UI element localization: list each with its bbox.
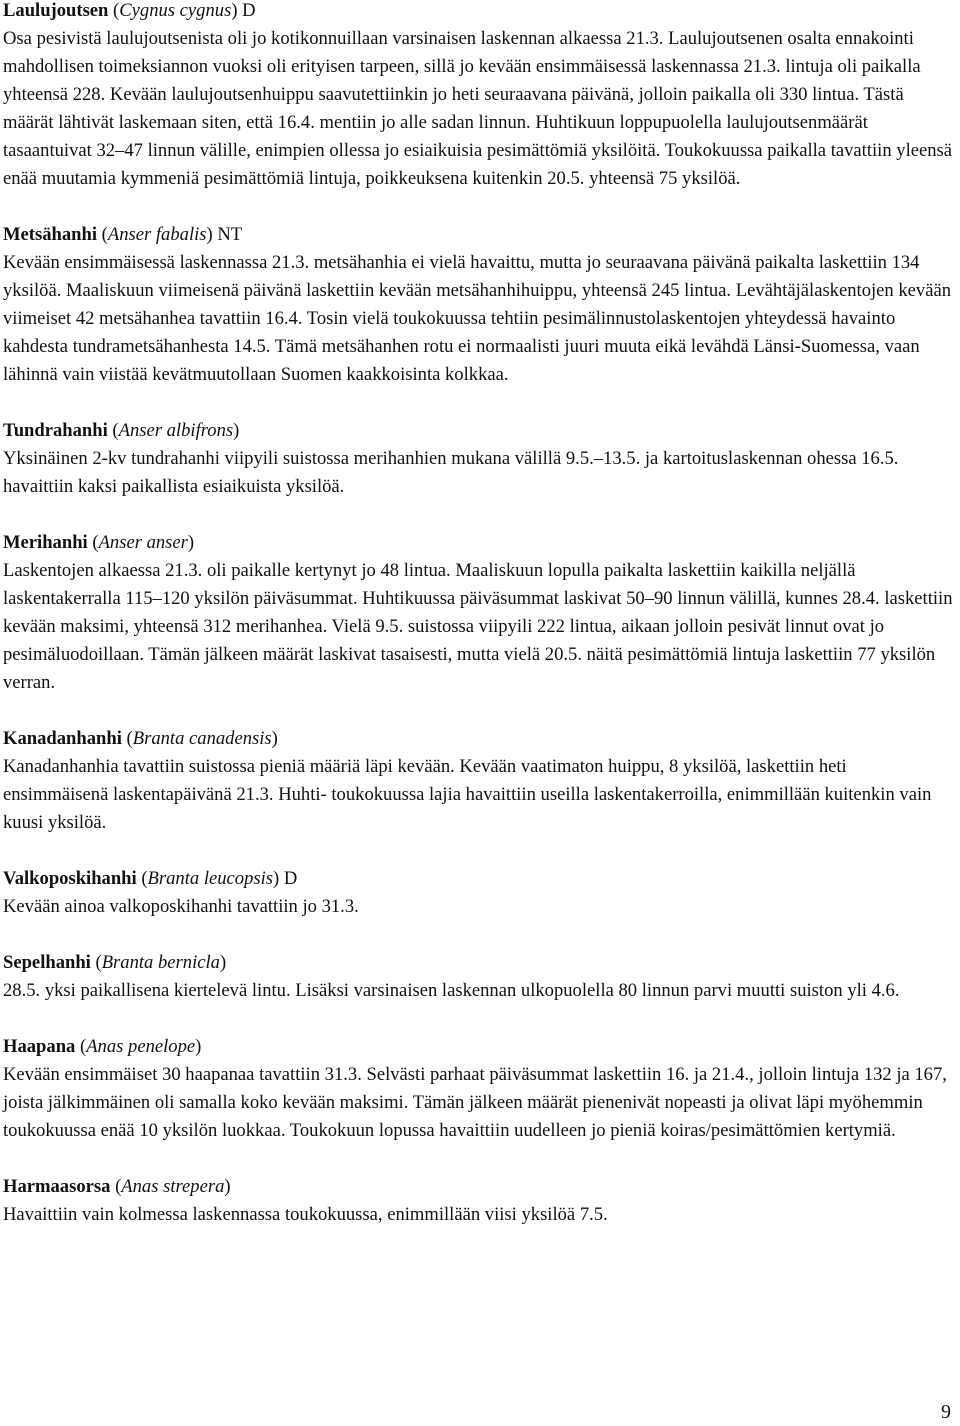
species-status: D (283, 868, 298, 889)
species-text: Osa pesivistä laulujoutsenista oli jo kotikonnuillaan varsinaisen laskennan alkaessa 21.3. Laulujoutsenen osalta ennakointi mahdollisen toimeksiannon vuoksi oli erityisen tarpeen, sillä jo kevään ensimmäisessä laskennassa 21.3. lintuja oli paikalla yhteensä 228. Kevään laulujoutsenhuippu saavutettiinkin jo heti seuraavana päivänä, jolloin paikalla oli 330 lintua. Tästä määrät lähtivät laskemaan siten, että 16.4. mentiin jo alle sadan linnun. Huhtikuun loppupuolella laulujoutsenmäärät tasaantuivat 32–47 linnun välille, enimpien ollessa jo esiaikuisia pesimättömiä yksilöitä. Toukokuussa paikalla tavattiin yleensä enää muutamia kymmeniä pesimättömiä lintuja, poikkeuksena kuitenkin 20.5. yhteensä 75 yksilöä. (3, 28, 953, 189)
page-number: 9 (941, 1401, 951, 1423)
species-common-name: Sepelhanhi (3, 952, 91, 973)
species-scientific-name: Branta canadensis (132, 728, 272, 749)
species-scientific-name: Anser albifrons (118, 420, 234, 441)
species-heading: Laulujoutsen (Cygnus cygnus) D (3, 0, 256, 21)
species-scientific-name: Anas penelope (86, 1036, 196, 1057)
species-heading: Merihanhi (Anser anser) (3, 532, 195, 553)
species-section-laulujoutsen (3, 0, 955, 193)
species-text: Kevään ensimmäisessä laskennassa 21.3. metsähanhia ei vielä havaittu, mutta jo seuraavana päivänä paikalta laskettiin 134 yksilöä. Maaliskuun viimeisenä päivänä laskettiin kevään metsähanhihuippu, yhteensä 245 lintua. Levähtäjälaskentojen kevään viimeiset 42 metsähanhea tavattiin 16.4. Tosin vielä toukokuussa tehtiin pesimälinnustolaskentojen yhteydessä havainto kahdesta tundrametsähanhesta 14.5. Tämä metsähanhen rotu ei normaalisti juuri muuta eikä levähdä Länsi-Suomessa, vaan lähinnä vain viistää kevätmuutollaan Suomen kaakkoisinta kolkkaa. (3, 252, 951, 385)
species-scientific-name: Cygnus cygnus (119, 0, 232, 21)
species-section-valkoposkihanhi (3, 865, 955, 921)
species-heading: Tundrahanhi (Anser albifrons) (3, 420, 240, 441)
species-text: Yksinäinen 2-kv tundrahanhi viipyili suistossa merihanhien mukana välillä 9.5.–13.5. ja kartoituslaskennan ohessa 16.5. havaittiin kaksi paikallista esiaikuista yksilöä. (3, 448, 899, 497)
species-heading: Harmaasorsa (Anas strepera) (3, 1176, 231, 1197)
species-heading: Sepelhanhi (Branta bernicla) (3, 952, 227, 973)
species-text: Kanadanhanhia tavattiin suistossa pieniä määriä läpi kevään. Kevään vaatimaton huippu, 8 yksilöä, laskettiin heti ensimmäisenä laskentapäivänä 21.3. Huhti- toukokuussa lajia havaittiin useilla laskentakerroilla, enimmillään kuitenkin vain kuusi yksilöä. (3, 756, 932, 833)
species-heading: Kanadanhanhi (Branta canadensis) (3, 728, 278, 749)
species-heading: Valkoposkihanhi (Branta leucopsis) D (3, 868, 298, 889)
species-status: D (242, 0, 256, 21)
species-section-tundrahanhi (3, 417, 955, 501)
species-text: Laskentojen alkaessa 21.3. oli paikalle kertynyt jo 48 lintua. Maaliskuun lopulla paikalta laskettiin kaikilla neljällä laskentakerralla 115–120 yksilön päiväsummat. Huhtikuussa päiväsummat laskivat 50–90 linnun välillä, kunnes 28.4. laskettiin kevään maksimi, yhteensä 312 merihanhea. Vielä 9.5. suistossa viipyili 222 lintua, aikaan jolloin pesivät linnut ovat jo pesimäluodoillaan. Tämän jälkeen määrät laskivat tasaisesti, mutta vielä 20.5. näitä pesimättömiä lintuja laskettiin 77 yksilön verran. (3, 560, 953, 693)
species-common-name: Metsähanhi (3, 224, 98, 245)
species-heading: Metsähanhi (Anser fabalis) NT (3, 224, 243, 245)
species-scientific-name: Anas strepera (121, 1176, 225, 1197)
species-scientific-name: Branta bernicla (101, 952, 220, 973)
species-common-name: Kanadanhanhi (3, 728, 122, 749)
species-heading: Haapana (Anas penelope) (3, 1036, 202, 1057)
species-common-name: Tundrahanhi (3, 420, 108, 441)
species-status: NT (217, 224, 243, 245)
species-common-name: Merihanhi (3, 532, 88, 553)
species-common-name: Harmaasorsa (3, 1176, 111, 1197)
document-page (3, 0, 955, 1257)
species-section-kanadanhanhi (3, 725, 955, 837)
species-text: Havaittiin vain kolmessa laskennassa toukokuussa, enimmillään viisi yksilöä 7.5. (3, 1204, 608, 1225)
species-text: Kevään ainoa valkoposkihanhi tavattiin jo 31.3. (3, 896, 359, 917)
species-common-name: Haapana (3, 1036, 76, 1057)
species-section-haapana (3, 1033, 955, 1145)
species-common-name: Laulujoutsen (3, 0, 109, 21)
species-text: Kevään ensimmäiset 30 haapanaa tavattiin 31.3. Selvästi parhaat päiväsummat laskettiin 16. ja 21.4., jolloin lintuja 132 ja 167, joista jälkimmäinen oli samalla koko kevään maksimi. Tämän jälkeen määrät pienenivät nopeasti ja olivat läpi myöhemmin toukokuussa enää 10 yksilön luokkaa. Toukokuun lopussa havaittiin uudelleen jo pieniä koiras/pesimättömien kertymiä. (3, 1064, 947, 1141)
species-scientific-name: Branta leucopsis (147, 868, 274, 889)
species-section-merihanhi (3, 529, 955, 697)
species-scientific-name: Anser fabalis (107, 224, 207, 245)
species-scientific-name: Anser anser (98, 532, 188, 553)
species-section-harmaasorsa (3, 1173, 955, 1229)
species-text: 28.5. yksi paikallisena kiertelevä lintu. Lisäksi varsinaisen laskennan ulkopuolella 80 linnun parvi muutti suiston yli 4.6. (3, 980, 900, 1001)
species-section-metsahanhi (3, 221, 955, 389)
species-common-name: Valkoposkihanhi (3, 868, 137, 889)
species-section-sepelhanhi (3, 949, 955, 1005)
